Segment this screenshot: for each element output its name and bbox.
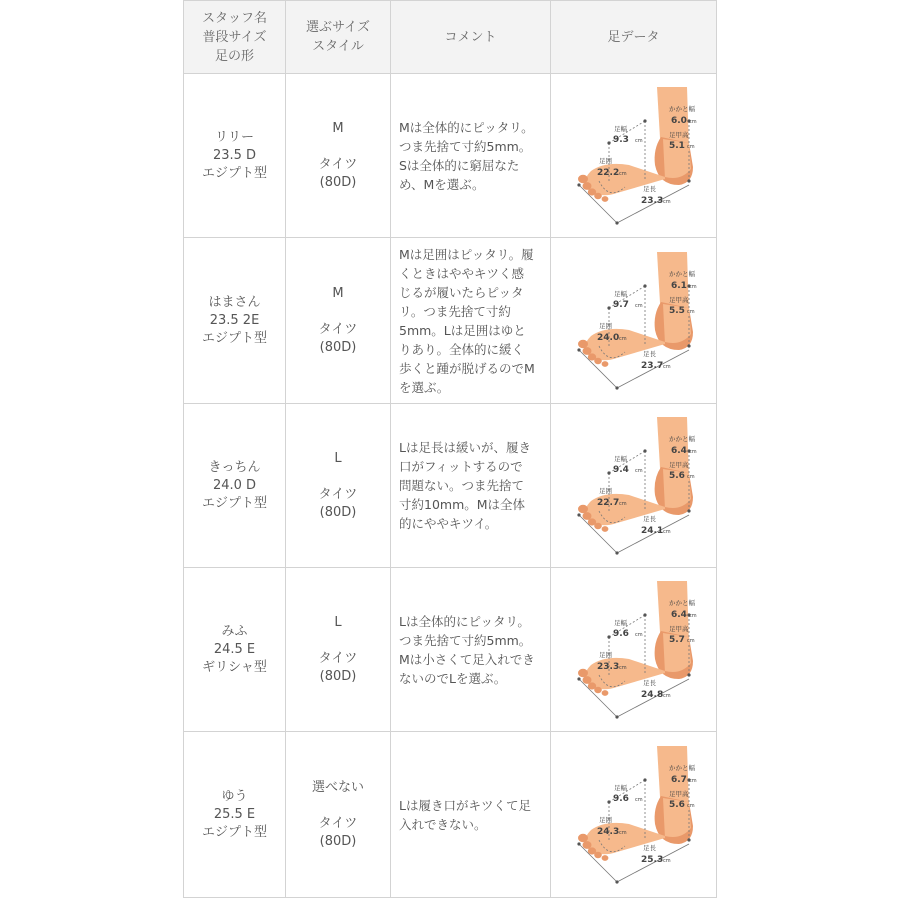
foot-heel-unit: cm: [688, 448, 697, 455]
foot-arch-label: 足甲高: [668, 624, 688, 633]
comment-line: 歩くと踵が脱げるのでM: [399, 360, 535, 376]
foot-girth-unit: cm: [618, 829, 627, 836]
foot-illustration: [577, 746, 696, 884]
foot-diagram: [569, 246, 699, 396]
foot-arch-label: 足甲高: [668, 295, 688, 304]
foot-arch-unit: cm: [686, 143, 695, 150]
chosen-size: L: [334, 450, 342, 466]
comment-line: くときはややキツく感: [399, 265, 525, 281]
spacer: [287, 138, 389, 156]
foot-illustration: [577, 252, 696, 390]
comment-cell: [391, 732, 551, 898]
foot-girth-value: 22.7: [596, 497, 619, 508]
comment-line: つま先捨て寸約5mm。: [399, 632, 532, 648]
comment-line: リ。つま先捨て寸約: [399, 303, 511, 319]
foot-width-label: 足幅: [613, 454, 627, 463]
comment-line: Mは足囲はピッタリ。履: [399, 246, 534, 262]
foot-arch-label: 足甲高: [668, 130, 688, 139]
comment-line: りあり。全体的に緩く: [399, 341, 525, 357]
foot-diagram: [569, 740, 699, 890]
staff-cell: [184, 238, 286, 404]
foot-arch-label: 足甲高: [668, 789, 688, 798]
foot-girth-value: 22.2: [596, 167, 619, 178]
foot-length-unit: cm: [662, 363, 671, 370]
denier: (80D): [319, 504, 357, 520]
comment-cell: [391, 238, 551, 404]
foot-heel-unit: cm: [688, 612, 697, 619]
foot-shape: エジプト型: [201, 330, 267, 346]
denier: (80D): [319, 174, 357, 190]
foot-girth-label: 足囲: [598, 321, 612, 330]
foot-data-cell: [551, 404, 717, 568]
foot-heel-value: 6.4: [670, 609, 687, 620]
style-name: タイツ: [318, 156, 358, 172]
comment-line: Lは履き口がキツくて足: [399, 797, 531, 813]
foot-heel-unit: cm: [688, 283, 697, 290]
foot-length-label: 足長: [642, 349, 656, 358]
foot-arch-value: 5.5: [668, 305, 685, 316]
style-name: タイツ: [318, 815, 358, 831]
foot-girth-label: 足囲: [598, 486, 612, 495]
foot-heel-value: 6.0: [670, 115, 687, 126]
header-foot-data: 足データ: [551, 1, 717, 74]
header-row: [184, 1, 717, 74]
foot-shape: エジプト型: [201, 165, 267, 181]
foot-length-label: 足長: [642, 514, 656, 523]
foot-width-label: 足幅: [613, 124, 627, 133]
foot-length-label: 足長: [642, 184, 656, 193]
foot-arch-value: 5.7: [668, 634, 685, 645]
foot-length-value: 25.3: [640, 854, 663, 865]
foot-arch-value: 5.1: [668, 140, 685, 151]
foot-heel-unit: cm: [688, 118, 697, 125]
foot-length-unit: cm: [662, 857, 671, 864]
table-row: [184, 238, 717, 404]
foot-arch-unit: cm: [686, 637, 695, 644]
foot-width-unit: cm: [634, 467, 643, 474]
foot-girth-unit: cm: [618, 335, 627, 342]
table-row: [184, 404, 717, 568]
foot-data-cell: [551, 732, 717, 898]
foot-girth-unit: cm: [618, 500, 627, 507]
comment-line: 5mm。Lは足囲はゆと: [399, 322, 526, 338]
comment-line: Sは全体的に窮屈なた: [399, 157, 520, 173]
spacer: [287, 468, 389, 486]
size-cell: [286, 74, 391, 238]
foot-length-value: 24.1: [640, 525, 663, 536]
foot-length-value: 23.3: [640, 195, 663, 206]
denier: (80D): [319, 339, 357, 355]
foot-length-unit: cm: [662, 692, 671, 699]
spacer: [287, 632, 389, 650]
comment-line: を選ぶ。: [399, 379, 450, 395]
style-name: タイツ: [318, 321, 358, 337]
staff-cell: [184, 74, 286, 238]
comment-line: つま先捨て寸約5mm。: [399, 138, 532, 154]
staff-name: みふ: [221, 623, 248, 639]
comment-line: ないのでLを選ぶ。: [399, 670, 507, 686]
foot-data-cell: [551, 74, 717, 238]
usual-size: 23.5 D: [212, 147, 257, 163]
foot-width-value: 9.7: [612, 299, 629, 310]
chosen-size: M: [332, 120, 344, 136]
foot-arch-unit: cm: [686, 473, 695, 480]
usual-size: 24.5 E: [213, 641, 256, 657]
header-size-line: スタイル: [312, 39, 364, 54]
header-staff: [184, 1, 286, 74]
foot-illustration: [577, 581, 696, 719]
header-comment: コメント: [391, 1, 551, 74]
denier: (80D): [319, 833, 357, 849]
foot-length-value: 23.7: [640, 360, 663, 371]
staff-name: きっちん: [208, 459, 261, 475]
staff-cell: [184, 568, 286, 732]
foot-width-value: 9.3: [612, 134, 629, 145]
comment-line: 入れできない。: [399, 816, 487, 832]
comment-line: Lは足長は緩いが、履き: [399, 440, 531, 455]
foot-arch-label: 足甲高: [668, 460, 688, 469]
foot-data-cell: [551, 568, 717, 732]
style-name: タイツ: [318, 650, 358, 666]
chosen-size: L: [334, 614, 342, 630]
foot-shape: エジプト型: [201, 495, 267, 511]
header-staff-line: 普段サイズ: [202, 29, 267, 45]
foot-data-cell: [551, 238, 717, 404]
foot-length-unit: cm: [662, 528, 671, 535]
foot-girth-unit: cm: [618, 170, 627, 177]
foot-arch-unit: cm: [686, 802, 695, 809]
foot-shape: ギリシャ型: [202, 659, 267, 675]
size-cell: [286, 568, 391, 732]
staff-name: はまさん: [208, 294, 261, 310]
foot-shape: エジプト型: [201, 824, 267, 840]
comment-cell: [391, 568, 551, 732]
size-cell: [286, 732, 391, 898]
foot-width-label: 足幅: [613, 618, 627, 627]
spacer: [287, 303, 389, 321]
foot-width-unit: cm: [634, 302, 643, 309]
foot-girth-value: 23.3: [596, 661, 619, 672]
foot-girth-label: 足囲: [598, 156, 612, 165]
header-size: [286, 1, 391, 74]
foot-heel-label: かかと幅: [668, 598, 695, 607]
foot-width-label: 足幅: [613, 783, 627, 792]
foot-heel-label: かかと幅: [668, 434, 695, 443]
comment-line: Mは小さくて足入れでき: [399, 651, 535, 667]
foot-arch-unit: cm: [686, 308, 695, 315]
comment-cell: [391, 404, 551, 568]
foot-diagram: [569, 575, 699, 725]
header-staff-line: 足の形: [214, 48, 254, 64]
foot-heel-value: 6.4: [670, 445, 687, 456]
spacer: [287, 797, 389, 815]
foot-girth-label: 足囲: [598, 650, 612, 659]
chosen-size: M: [332, 285, 344, 301]
usual-size: 24.0 D: [212, 477, 257, 493]
foot-diagram: [569, 81, 699, 231]
foot-length-value: 24.8: [640, 689, 663, 700]
comment-line: め、Mを選ぶ。: [399, 176, 485, 192]
foot-length-unit: cm: [662, 198, 671, 205]
fitting-table: [183, 0, 717, 898]
foot-girth-unit: cm: [618, 664, 627, 671]
foot-diagram: [569, 411, 699, 561]
comment-line: Lは全体的にピッタリ。: [399, 613, 530, 629]
foot-girth-label: 足囲: [598, 815, 612, 824]
denier: (80D): [319, 668, 357, 684]
comment-line: 的にややキツイ。: [399, 516, 498, 531]
comment-line: Mは全体的にピッタリ。: [399, 119, 534, 135]
header-size-line: 選ぶサイズ: [306, 20, 370, 35]
comment-line: 寸約10mm。Mは全体: [399, 497, 526, 512]
foot-girth-value: 24.0: [596, 332, 619, 343]
chosen-size: 選べない: [311, 779, 364, 795]
usual-size: 25.5 E: [213, 806, 256, 822]
foot-heel-label: かかと幅: [668, 269, 695, 278]
foot-width-unit: cm: [634, 631, 643, 638]
table-row: [184, 732, 717, 898]
staff-cell: [184, 732, 286, 898]
foot-arch-value: 5.6: [668, 470, 685, 481]
foot-heel-label: かかと幅: [668, 104, 695, 113]
foot-heel-value: 6.7: [670, 774, 687, 785]
table-row: [184, 74, 717, 238]
foot-heel-unit: cm: [688, 777, 697, 784]
staff-name: ゆう: [221, 788, 248, 804]
comment-line: じるが履いたらピッタ: [399, 284, 524, 300]
foot-heel-value: 6.1: [670, 280, 687, 291]
foot-width-value: 9.6: [612, 793, 629, 804]
foot-width-value: 9.6: [612, 628, 629, 639]
foot-heel-label: かかと幅: [668, 763, 695, 772]
comment-line: 口がフィットするので: [399, 459, 523, 474]
foot-girth-value: 24.3: [596, 826, 619, 837]
foot-arch-value: 5.6: [668, 799, 685, 810]
foot-illustration: [577, 87, 696, 225]
size-cell: [286, 404, 391, 568]
foot-length-label: 足長: [642, 678, 656, 687]
foot-illustration: [577, 417, 696, 555]
staff-cell: [184, 404, 286, 568]
size-cell: [286, 238, 391, 404]
usual-size: 23.5 2E: [209, 312, 260, 328]
foot-width-label: 足幅: [613, 289, 627, 298]
header-staff-line: スタッフ名: [201, 10, 267, 26]
comment-line: 問題ない。つま先捨て: [399, 478, 525, 493]
style-name: タイツ: [318, 486, 358, 502]
foot-width-unit: cm: [634, 796, 643, 803]
foot-width-unit: cm: [634, 137, 643, 144]
comment-cell: [391, 74, 551, 238]
staff-name: リリー: [214, 129, 254, 145]
foot-width-value: 9.4: [612, 464, 629, 475]
foot-length-label: 足長: [642, 843, 656, 852]
table-row: [184, 568, 717, 732]
